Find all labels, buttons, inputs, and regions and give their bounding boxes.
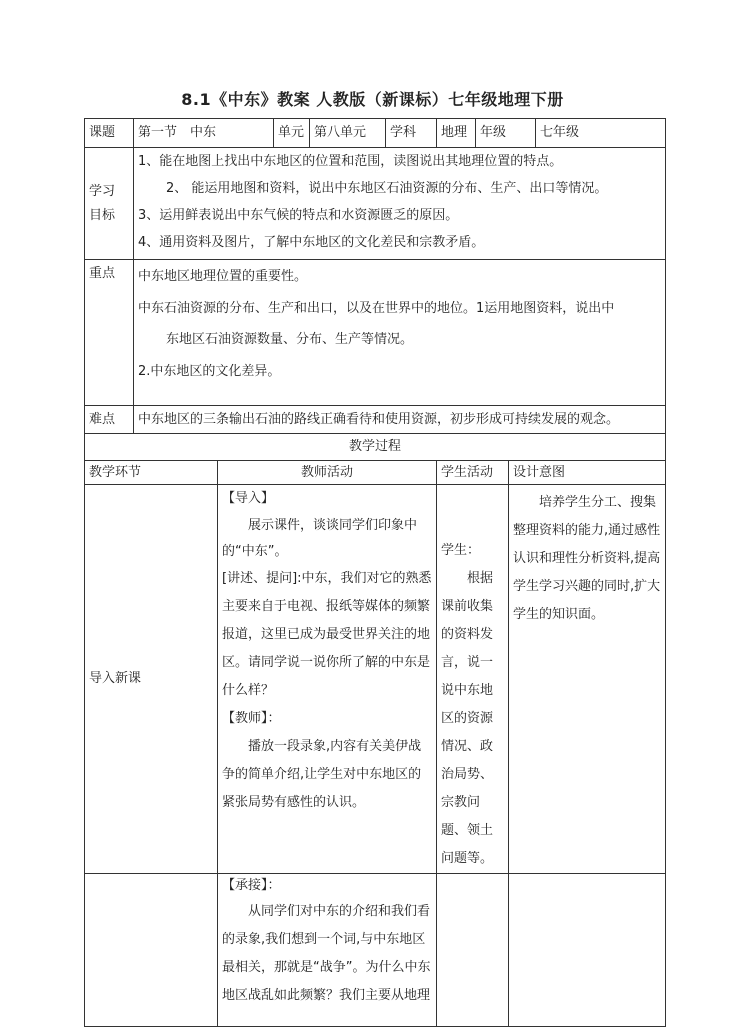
section1-stage: 导入新课 bbox=[85, 485, 218, 874]
teacher-text: 从同学们对中东的介绍和我们看的录象,我们想到一个词,与中东地区最相关，那就是“战争”。为什么中东地区战乱如此频繁？我们主要从地理 bbox=[222, 904, 431, 1003]
teacher-text: 【教师】： bbox=[222, 711, 281, 726]
section1-teacher-activity bbox=[218, 485, 437, 874]
section2-row bbox=[85, 874, 666, 1027]
teacher-text: 播放一段录象,内容有关美伊战争的简单介绍,让学生对中东地区的紧张局势有感性的认识。 bbox=[222, 739, 422, 810]
header-row bbox=[85, 119, 666, 148]
key-points-row bbox=[85, 260, 666, 406]
difficulty-row bbox=[85, 406, 666, 434]
column-header-student: 学生活动 bbox=[437, 461, 509, 485]
unit-label: 单元 bbox=[274, 119, 310, 148]
key-points-content bbox=[134, 260, 666, 406]
goal-item: 2、 能运用地图和资料，说出中东地区石油资源的分布、生产、出口等情况。 bbox=[166, 181, 608, 196]
subject-value: 地理 bbox=[437, 119, 476, 148]
student-text: 学生： bbox=[441, 543, 481, 558]
section1-design-intent bbox=[509, 485, 666, 874]
process-title-row bbox=[85, 434, 666, 461]
section2-student-activity bbox=[437, 874, 509, 1027]
goal-item: 3、运用鲜表说出中东气候的特点和水资源匮乏的原因。 bbox=[138, 208, 459, 223]
lesson-plan-table bbox=[84, 118, 666, 1027]
column-header-stage: 教学环节 bbox=[85, 461, 218, 485]
column-header-teacher: 教师活动 bbox=[218, 461, 437, 485]
teacher-text: [讲述、提问]:中东，我们对它的熟悉主要来自于电视、报纸等媒体的频繁报道，这里已成为最受世界关注的地区。请同学说一说你所了解的中东是什么样？ bbox=[222, 571, 432, 698]
teacher-text: 展示课件，谈谈同学们印象中的“中东”。 bbox=[222, 518, 418, 559]
goals-label-line-1: 学习 bbox=[89, 183, 116, 199]
key-point-line: 中东石油资源的分布、生产和出口，以及在世界中的地位。1运用地图资料，说出中 bbox=[138, 301, 615, 316]
key-points-label: 重点 bbox=[85, 260, 134, 406]
goals-content bbox=[134, 148, 666, 260]
grade-value: 七年级 bbox=[536, 119, 666, 148]
key-point-line: 2.中东地区的文化差异。 bbox=[138, 364, 281, 379]
process-title: 教学过程 bbox=[85, 434, 666, 461]
grade-label: 年级 bbox=[476, 119, 536, 148]
section1-row bbox=[85, 485, 666, 874]
topic-label: 课题 bbox=[85, 119, 134, 148]
key-point-line: 中东地区地理位置的重要性。 bbox=[138, 269, 308, 284]
teacher-text: 【承接】： bbox=[222, 878, 281, 893]
goals-label-line-2: 目标 bbox=[89, 207, 116, 223]
page-title: 8.1《中东》教案 人教版（新课标）七年级地理下册 bbox=[181, 90, 564, 109]
student-text: 根据课前收集的资料发言，说一说中东地区的资源情况、政治局势、宗教问题、领土问题等。 bbox=[441, 571, 494, 866]
goals-label bbox=[85, 148, 134, 260]
intent-text: 培养学生分工、搜集整理资料的能力,通过感性认识和理性分析资料,提高学生学习兴趣的同时,扩大学生的知识面。 bbox=[513, 495, 661, 622]
columns-header-row bbox=[85, 461, 666, 485]
section2-teacher-activity bbox=[218, 874, 437, 1027]
goal-item: 4、通用资料及图片，了解中东地区的文化差民和宗教矛盾。 bbox=[138, 235, 485, 250]
goals-row bbox=[85, 148, 666, 260]
key-point-line: 东地区石油资源数量、分布、生产等情况。 bbox=[166, 332, 414, 347]
section2-stage bbox=[85, 874, 218, 1027]
section2-design-intent bbox=[509, 874, 666, 1027]
unit-value: 第八单元 bbox=[310, 119, 386, 148]
topic-value: 第一节 中东 bbox=[134, 119, 274, 148]
difficulty-text: 中东地区的三条输出石油的路线正确看待和使用资源，初步形成可持续发展的观念。 bbox=[134, 406, 666, 434]
difficulty-label: 难点 bbox=[85, 406, 134, 434]
section1-student-activity bbox=[437, 485, 509, 874]
column-header-intent: 设计意图 bbox=[509, 461, 666, 485]
subject-label: 学科 bbox=[386, 119, 437, 148]
goal-item: 1、能在地图上找出中东地区的位置和范围，读图说出其地理位置的特点。 bbox=[138, 154, 563, 169]
teacher-text: 【导入】 bbox=[222, 491, 275, 506]
